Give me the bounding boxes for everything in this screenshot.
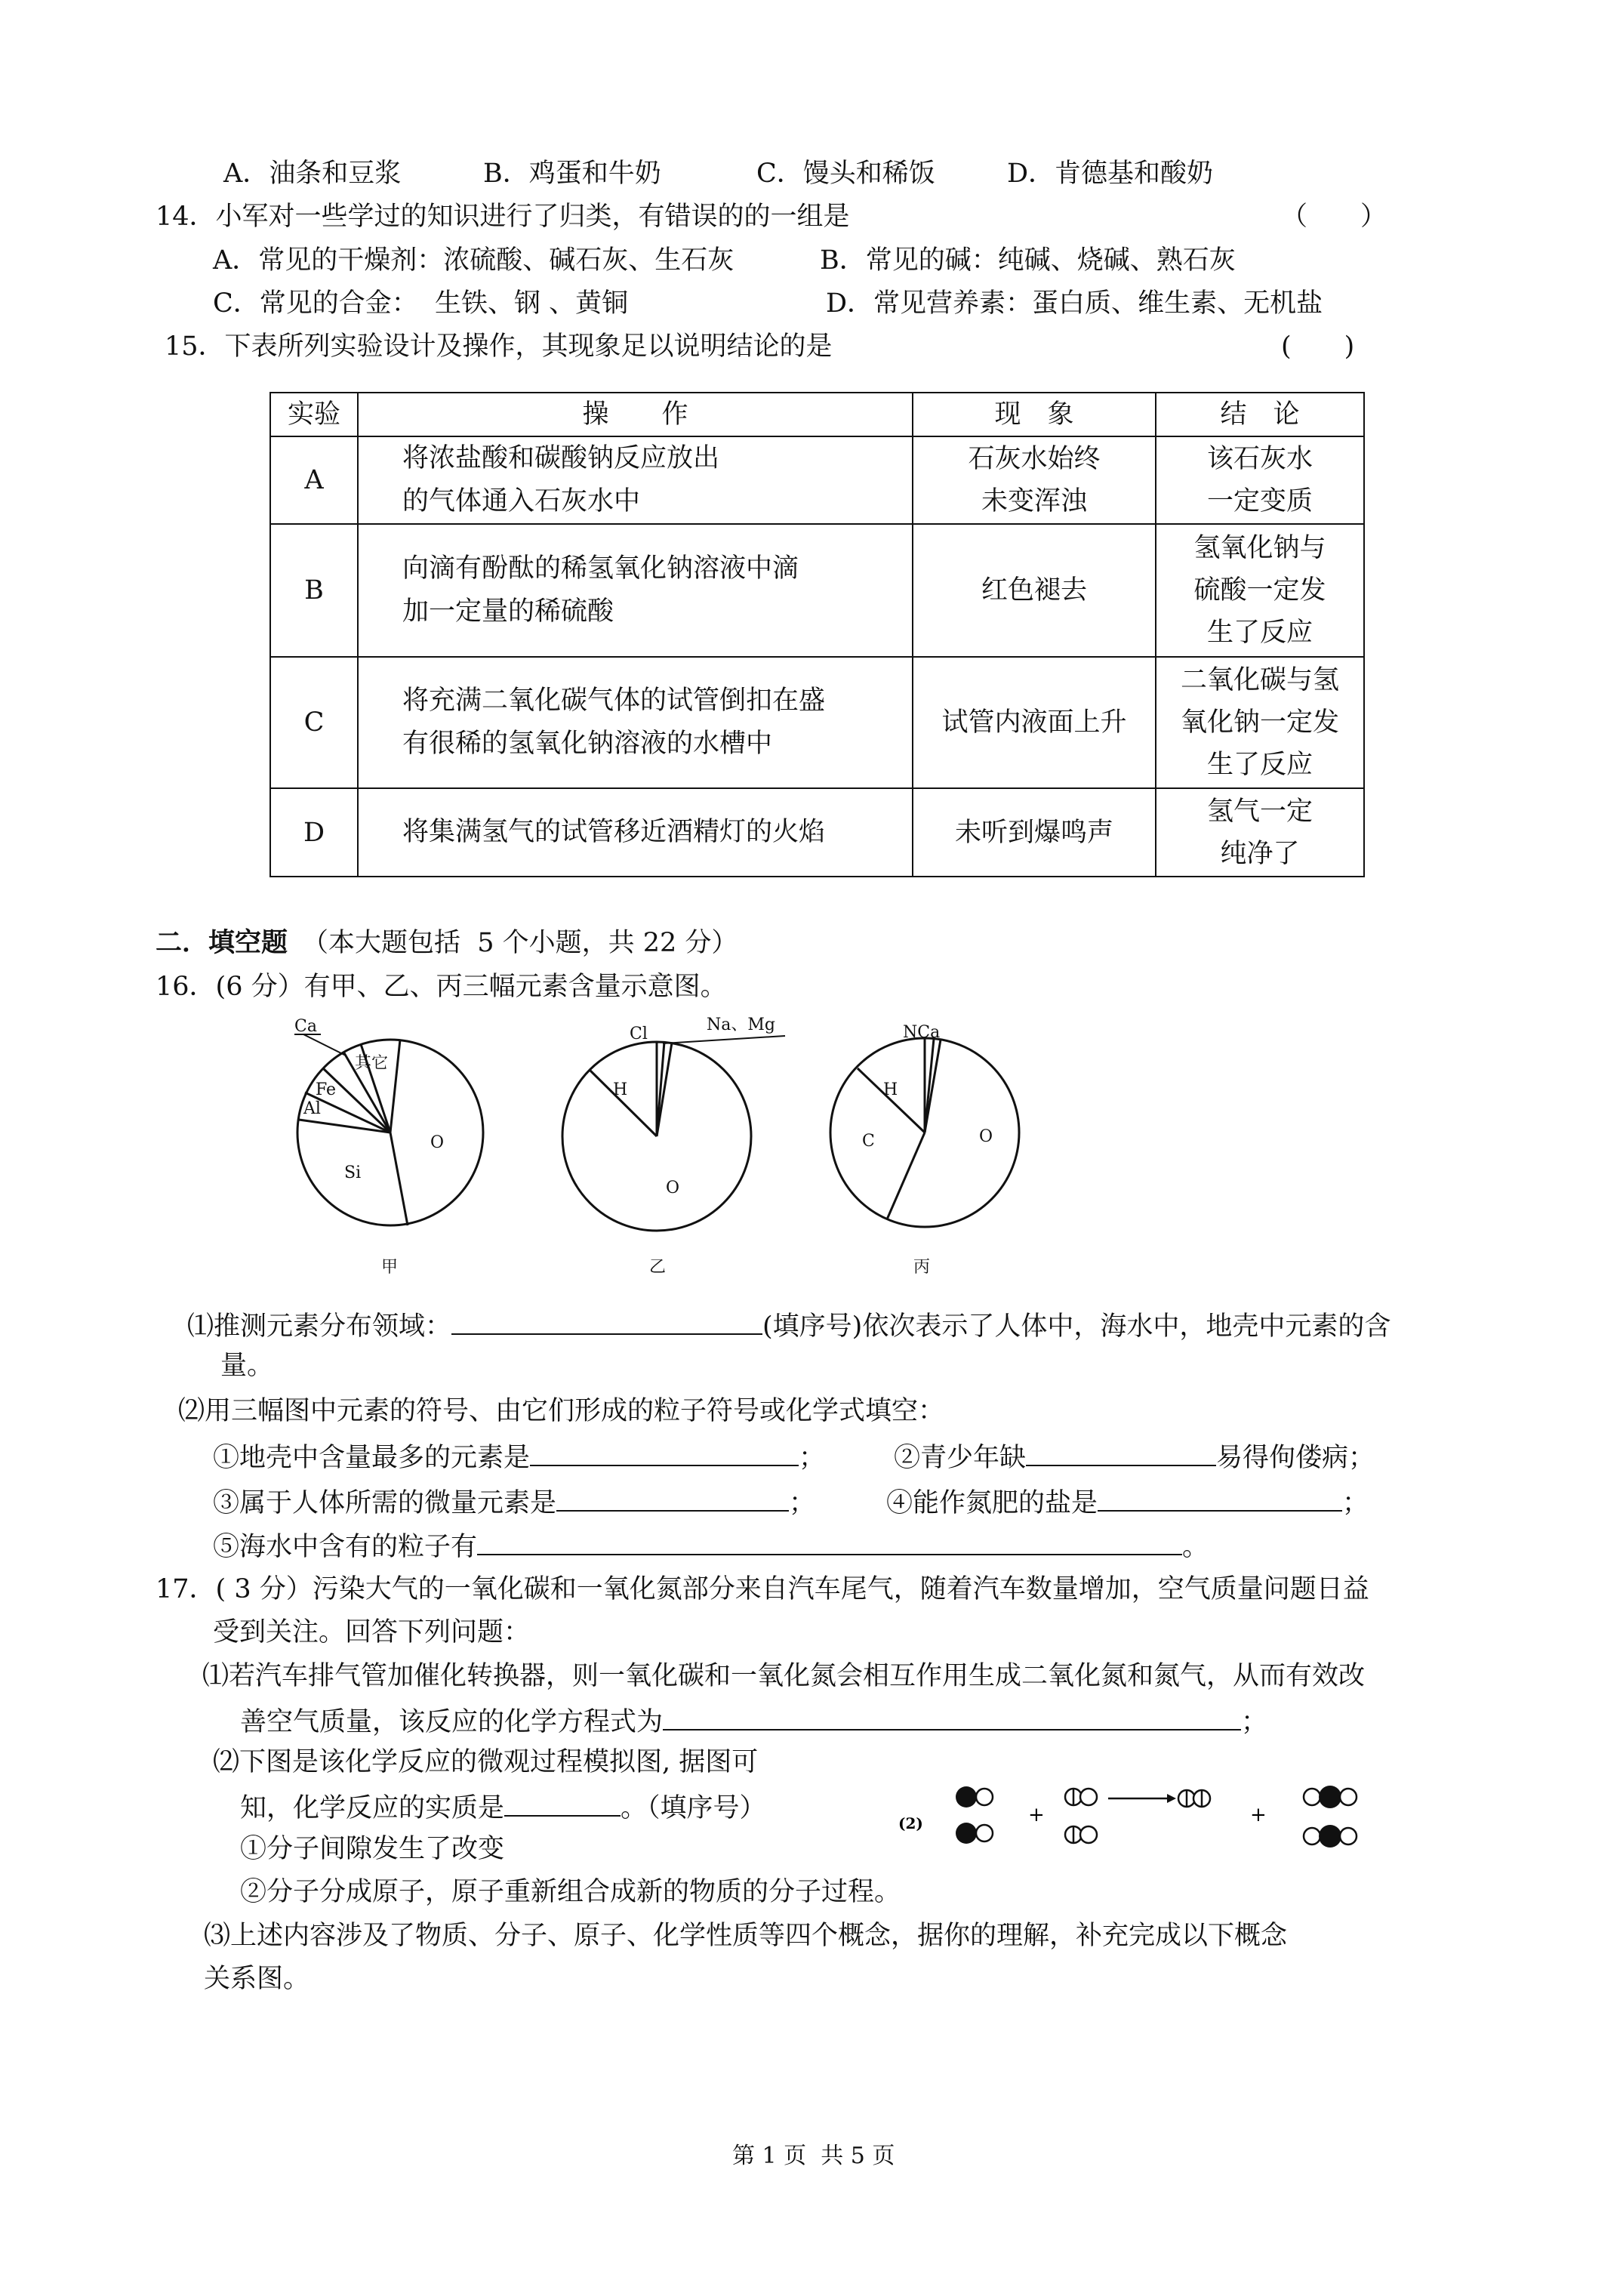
pie-caption: 乙 [649, 1258, 667, 1277]
pie-label: Si [344, 1163, 362, 1182]
q15-answer-paren: ( ) [1281, 331, 1355, 362]
q16-stem: 16．(6 分）有甲、乙、丙三幅元素含量示意图。 [156, 972, 727, 1002]
row-conclusion: 二氧化碳与氢 氧化钠一定发 生了反应 [1156, 657, 1364, 788]
row-operation: 将浓盐酸和碳酸钠反应放出 的气体通入石灰水中 [358, 436, 913, 524]
q16-item5: ⑤海水中含有的粒子有 。 [213, 1528, 1209, 1563]
pie-label: Na、Mg [707, 1015, 775, 1034]
answer-blank[interactable] [504, 1789, 621, 1817]
q17-part2-cont: 知，化学反应的实质是 。（填序号） [240, 1789, 766, 1824]
pie-label: Fe [316, 1080, 337, 1099]
answer-blank[interactable] [1026, 1439, 1216, 1466]
q16-part1: ⑴推测元素分布领域： (填序号)依次表示了人体中，海水中，地壳中元素的含 [187, 1308, 1390, 1342]
table-header: 现 象 [913, 393, 1156, 436]
q13-option-d: D．肯德基和酸奶 [1007, 159, 1214, 189]
answer-blank[interactable] [530, 1439, 799, 1466]
pie-caption: 丙 [913, 1258, 931, 1277]
table-header: 操 作 [358, 393, 913, 436]
plus-sign: + [1250, 1804, 1267, 1826]
pie-label: O [430, 1133, 445, 1152]
molecule-co2 [1304, 1825, 1357, 1848]
q16-part2: ⑵用三幅图中元素的符号、由它们形成的粒子符号或化学式填空： [178, 1396, 945, 1426]
pie-label: H [613, 1080, 628, 1099]
pie-label: Ca [294, 1017, 317, 1036]
q16-part1-cont: 量。 [220, 1351, 274, 1381]
answer-blank[interactable] [556, 1484, 789, 1512]
pie-label: Cl [630, 1025, 648, 1043]
table-header-row [270, 393, 1364, 436]
q13-option-c: C．馒头和稀饭 [756, 159, 935, 189]
row-phenomenon: 红色褪去 [913, 524, 1156, 657]
q16-item1: ①地壳中含量最多的元素是 ； [213, 1439, 825, 1474]
section-title: 二．填空题 [156, 927, 288, 958]
reaction-diagram [898, 1782, 1381, 1865]
q14-stem: 14．小军对一些学过的知识进行了归类，有错误的的一组是 [156, 202, 850, 232]
q17-part2: ⑵下图是该化学反应的微观过程模拟图, 据图可 [213, 1747, 759, 1777]
pie-label: 其它 [355, 1054, 389, 1073]
row-conclusion: 氢氧化钠与 硫酸一定发 生了反应 [1156, 524, 1364, 657]
pie-yi [562, 1015, 785, 1277]
q17-part1: ⑴若汽车排气管加催化转换器，则一氧化碳和一氧化氮会相互作用生成二氧化氮和氮气，从而有效改 [202, 1661, 1366, 1691]
pie-label: C [862, 1132, 875, 1151]
q17-stem-cont: 受到关注。回答下列问题： [213, 1617, 531, 1647]
table-header: 结 论 [1156, 393, 1364, 436]
table-header: 实验 [270, 393, 358, 436]
table-row [270, 788, 1364, 877]
pie-label: O [979, 1127, 993, 1146]
table-row [270, 657, 1364, 788]
table-row [270, 436, 1364, 524]
q16-item4: ④能作氮肥的盐是 ； [886, 1484, 1369, 1519]
pie-label: Al [303, 1099, 321, 1118]
answer-blank[interactable] [663, 1703, 1241, 1730]
q13-option-a: A．油条和豆浆 [223, 159, 402, 189]
q17-option-1: ①分子间隙发生了改变 [240, 1834, 505, 1864]
row-operation: 将充满二氧化碳气体的试管倒扣在盛 有很稀的氢氧化钠溶液的水槽中 [358, 657, 913, 788]
experiment-table [269, 392, 1365, 877]
row-id: A [270, 436, 358, 524]
pie-label: H [883, 1080, 898, 1099]
molecule-no [1065, 1789, 1097, 1805]
pie-label: NCa [903, 1023, 941, 1042]
molecule-co2 [1304, 1786, 1357, 1808]
row-phenomenon: 试管内液面上升 [913, 657, 1156, 788]
molecule-no [1065, 1826, 1097, 1843]
page-footer: 第 1 页 共 5 页 [732, 2143, 895, 2169]
row-phenomenon: 石灰水始终 未变浑浊 [913, 436, 1156, 524]
row-id: C [270, 657, 358, 788]
row-id: B [270, 524, 358, 657]
q16-item2: ②青少年缺 易得佝偻病； [894, 1439, 1375, 1474]
pie-jia [294, 1017, 483, 1277]
pie-label: O [666, 1179, 680, 1197]
molecule-co [956, 1786, 993, 1808]
q17-part3-cont: 关系图。 [204, 1964, 310, 1994]
q17-part3: ⑶上述内容涉及了物质、分子、原子、化学性质等四个概念，据你的理解，补充完成以下概念 [204, 1921, 1288, 1951]
pie-bing [830, 1023, 1019, 1277]
pie-caption: 甲 [381, 1258, 399, 1277]
q14-option-d: D．常见营养素：蛋白质、维生素、无机盐 [826, 288, 1323, 319]
row-conclusion: 氢气一定 纯净了 [1156, 788, 1364, 877]
reaction-arrow-icon [1108, 1794, 1176, 1803]
q14-option-b: B．常见的碱：纯碱、烧碱、熟石灰 [820, 245, 1236, 276]
row-id: D [270, 788, 358, 877]
molecule-n2 [1178, 1790, 1210, 1807]
row-phenomenon: 未听到爆鸣声 [913, 788, 1156, 877]
q14-option-a: A．常见的干燥剂：浓硫酸、碱石灰、生石灰 [213, 245, 735, 276]
q15-stem: 15．下表所列实验设计及操作，其现象足以说明结论的是 [165, 331, 833, 362]
q16-item3: ③属于人体所需的微量元素是 ； [213, 1484, 815, 1519]
row-conclusion: 该石灰水 一定变质 [1156, 436, 1364, 524]
q17-option-2: ②分子分成原子，原子重新组合成新的物质的分子过程。 [240, 1877, 901, 1907]
row-operation: 将集满氢气的试管移近酒精灯的火焰 [358, 788, 913, 877]
q17-part1-cont: 善空气质量，该反应的化学方程式为 ； [240, 1703, 1267, 1738]
section-note: （本大题包括 5 个小题，共 22 分） [302, 928, 738, 958]
element-pie-charts [279, 1012, 1276, 1299]
plus-sign: + [1028, 1804, 1045, 1826]
answer-blank[interactable] [1098, 1484, 1342, 1512]
molecule-co [956, 1823, 993, 1844]
q14-answer-paren: （ ） [1281, 202, 1387, 232]
q13-option-b: B．鸡蛋和牛奶 [483, 159, 661, 189]
q14-option-c: C．常见的合金： 生铁、钢 、黄铜 [213, 288, 629, 319]
table-row [270, 524, 1364, 657]
diagram-label: (2) [898, 1814, 923, 1832]
answer-blank[interactable] [451, 1308, 762, 1335]
row-operation: 向滴有酚酞的稀氢氧化钠溶液中滴 加一定量的稀硫酸 [358, 524, 913, 657]
answer-blank[interactable] [477, 1528, 1182, 1555]
q17-stem: 17．( 3 分）污染大气的一氧化碳和一氧化氮部分来自汽车尾气，随着汽车数量增加，空气质量问题日益 [156, 1574, 1369, 1604]
